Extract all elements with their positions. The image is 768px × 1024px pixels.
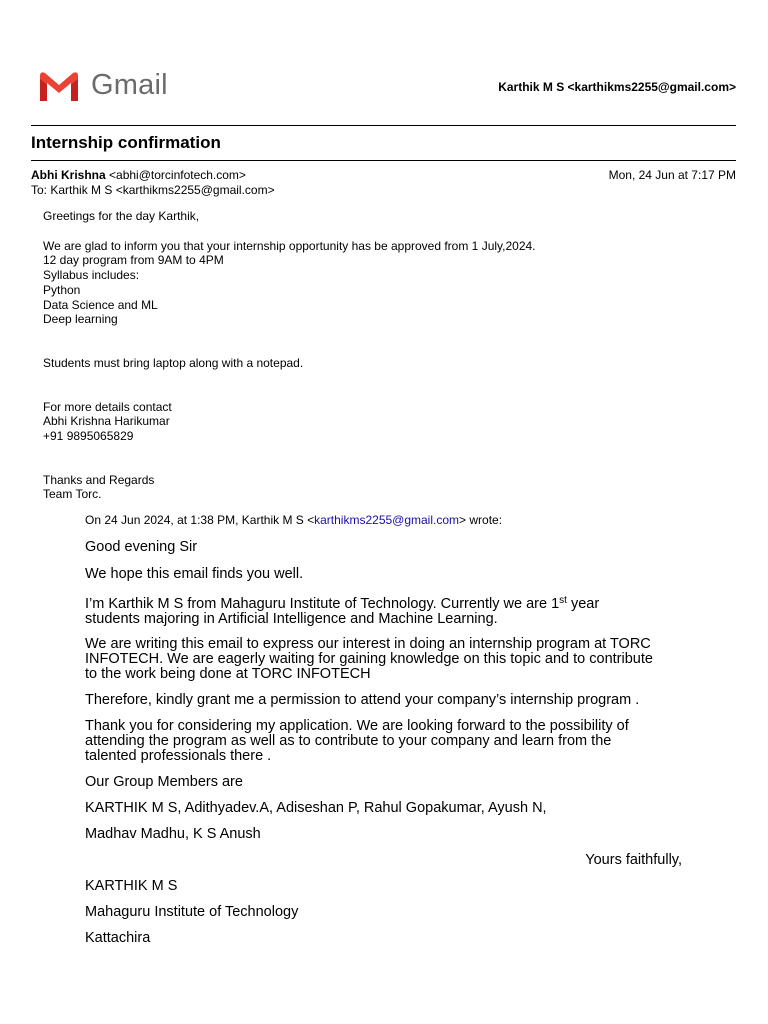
quote-superscript: st (559, 595, 567, 606)
email-subject: Internship confirmation (31, 133, 221, 152)
body-line: Abhi Krishna Harikumar (43, 414, 170, 429)
body-line: Data Science and ML (43, 297, 158, 312)
quote-paragraph: students majoring in Artificial Intelligence and Machine Learning. (85, 611, 498, 627)
gmail-wordmark: Gmail (91, 69, 168, 101)
body-line: Deep learning (43, 312, 118, 327)
quote-paragraph: talented professionals there . (85, 748, 272, 764)
body-line: Team Torc. (43, 487, 102, 502)
quoted-message (85, 540, 685, 946)
quote-paragraph (85, 597, 685, 612)
divider (31, 125, 736, 126)
quote-header (85, 513, 502, 527)
quote-paragraph: Thank you for considering my application. We are looking forward to the possibility of (85, 718, 629, 734)
gmail-logo-icon (37, 70, 81, 103)
quote-header-text: On 24 Jun 2024, at 1:38 PM, Karthik M S < (85, 513, 315, 527)
quote-paragraph: attending the program as well as to contribute to your company and learn from the (85, 733, 612, 749)
quote-paragraph: Therefore, kindly grant me a permission to attend your company’s internship program . (85, 692, 640, 708)
quote-text: I’m Karthik M S from Mahaguru Institute of Technology. Currently we are 1 (85, 596, 560, 612)
quote-paragraph: KARTHIK M S, Adithyadev.A, Adiseshan P, Rahul Gopakumar, Ayush N, (85, 800, 547, 816)
quote-paragraph: INFOTECH. We are eagerly waiting for gaining knowledge on this topic and to contribute (85, 651, 653, 667)
body-line: Python (43, 282, 81, 297)
sender-name: Abhi Krishna (31, 168, 106, 182)
quote-paragraph: to the work being done at TORC INFOTECH (85, 666, 371, 682)
body-line: Thanks and Regards (43, 472, 155, 487)
divider (31, 160, 736, 161)
body-line: Greetings for the day Karthik, (43, 209, 200, 223)
recipient: To: Karthik M S <karthikms2255@gmail.com> (31, 183, 275, 197)
signature-line: KARTHIK M S (85, 878, 178, 894)
quote-paragraph: Madhav Madhu, K S Anush (85, 826, 261, 842)
account-label: Karthik M S <karthikms2255@gmail.com> (498, 80, 736, 94)
signature-line: Kattachira (85, 930, 151, 946)
body-line: 12 day program from 9AM to 4PM (43, 253, 224, 268)
quote-text: year (566, 596, 600, 612)
quote-email-link[interactable]: karthikms2255@gmail.com (314, 513, 460, 527)
closing: Yours faithfully, (585, 852, 682, 868)
email-date: Mon, 24 Jun at 7:17 PM (608, 168, 736, 182)
body-line: Students must bring laptop along with a notepad. (43, 355, 304, 370)
signature-line: Mahaguru Institute of Technology (85, 904, 299, 920)
body-line: For more details contact (43, 399, 172, 414)
quote-header-text: > wrote: (459, 513, 503, 527)
body-line: +91 9895065829 (43, 429, 134, 444)
body-line: We are glad to inform you that your internship opportunity has be approved from 1 July,2024. (43, 238, 536, 253)
quote-paragraph: Our Group Members are (85, 774, 243, 790)
quote-paragraph: We hope this email finds you well. (85, 566, 304, 582)
body-line: Syllabus includes: (43, 268, 140, 283)
sender (31, 168, 246, 182)
quote-paragraph: Good evening Sir (85, 539, 198, 555)
sender-email: <abhi@torcinfotech.com> (109, 168, 246, 182)
email-body (43, 209, 733, 502)
quote-paragraph: We are writing this email to express our interest in doing an internship program at TORC (85, 636, 651, 652)
